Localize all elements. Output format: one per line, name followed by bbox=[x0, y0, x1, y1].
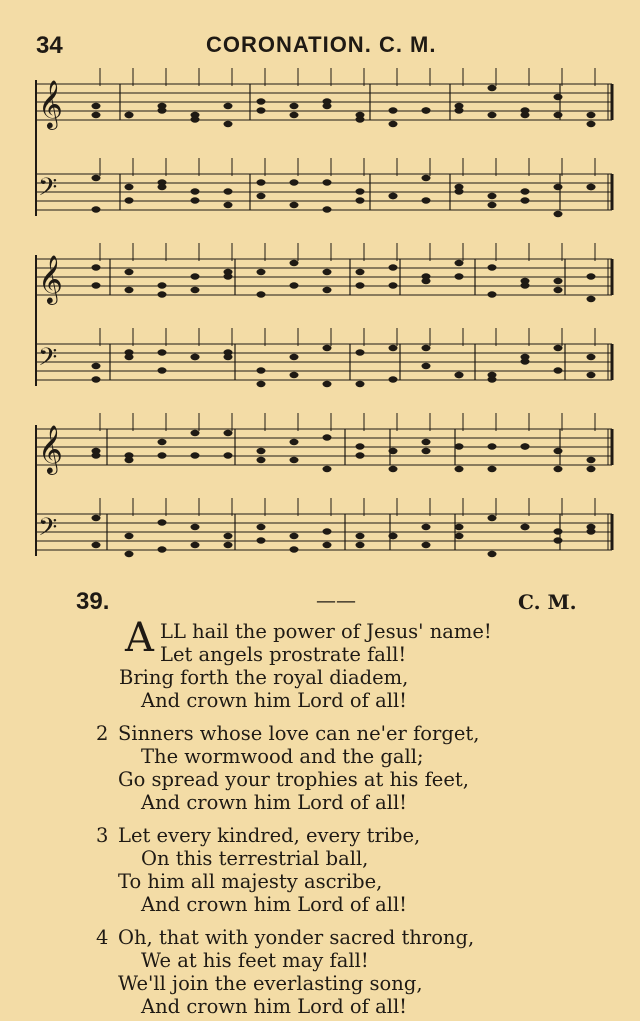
note-head bbox=[125, 269, 134, 275]
note-head bbox=[125, 457, 134, 463]
note-head bbox=[422, 175, 431, 181]
note-head bbox=[158, 546, 167, 552]
note-head bbox=[455, 107, 464, 113]
note-head bbox=[356, 533, 365, 539]
note-head bbox=[389, 193, 398, 199]
note-head bbox=[422, 542, 431, 548]
note-head bbox=[554, 537, 563, 543]
note-head bbox=[356, 116, 365, 122]
note-head bbox=[455, 260, 464, 266]
note-head bbox=[125, 184, 134, 190]
note-head bbox=[191, 354, 200, 360]
music-systems bbox=[36, 68, 612, 557]
note-head bbox=[191, 287, 200, 293]
note-head bbox=[158, 439, 167, 445]
note-head bbox=[125, 354, 134, 360]
note-head bbox=[356, 188, 365, 194]
note-head bbox=[488, 112, 497, 118]
note-head bbox=[92, 376, 101, 382]
note-head bbox=[389, 376, 398, 382]
note-head bbox=[455, 524, 464, 530]
note-head bbox=[191, 452, 200, 458]
note-head bbox=[488, 85, 497, 91]
note-head bbox=[521, 524, 530, 530]
note-head bbox=[191, 116, 200, 122]
stanza-line: Let angels prostrate fall! bbox=[160, 643, 407, 666]
note-head bbox=[356, 349, 365, 355]
stanza-number: 3 bbox=[96, 824, 109, 847]
treble-clef-icon: 𝄞 bbox=[38, 254, 63, 303]
note-head bbox=[92, 175, 101, 181]
note-head bbox=[323, 179, 332, 185]
stanza-number: 2 bbox=[96, 722, 109, 745]
note-head bbox=[554, 278, 563, 284]
note-head bbox=[257, 193, 266, 199]
note-head bbox=[554, 367, 563, 373]
stanza-line: The wormwood and the gall; bbox=[141, 745, 424, 768]
stanza-line: And crown him Lord of all! bbox=[141, 689, 408, 712]
stanza-line: We'll join the everlasting song, bbox=[118, 972, 423, 995]
stanza-line: Oh, that with yonder sacred throng, bbox=[118, 926, 475, 949]
note-head bbox=[488, 376, 497, 382]
note-head bbox=[92, 103, 101, 109]
note-head bbox=[422, 448, 431, 454]
note-head bbox=[488, 466, 497, 472]
note-head bbox=[389, 107, 398, 113]
note-head bbox=[422, 363, 431, 369]
note-head bbox=[323, 542, 332, 548]
note-head bbox=[323, 466, 332, 472]
note-head bbox=[587, 184, 596, 190]
note-head bbox=[455, 184, 464, 190]
bass-clef-icon: 𝄢 bbox=[38, 513, 58, 548]
note-head bbox=[587, 296, 596, 302]
note-head bbox=[290, 372, 299, 378]
note-head bbox=[554, 466, 563, 472]
note-head bbox=[488, 551, 497, 557]
note-head bbox=[257, 381, 266, 387]
note-head bbox=[224, 188, 233, 194]
note-head bbox=[125, 112, 134, 118]
note-head bbox=[587, 457, 596, 463]
note-head bbox=[587, 524, 596, 530]
note-head bbox=[389, 533, 398, 539]
note-head bbox=[422, 107, 431, 113]
note-head bbox=[488, 193, 497, 199]
note-head bbox=[290, 354, 299, 360]
note-head bbox=[323, 381, 332, 387]
hymn-meter: C. M. bbox=[518, 590, 577, 614]
treble-clef-icon: 𝄞 bbox=[38, 79, 63, 128]
note-head bbox=[422, 273, 431, 279]
note-head bbox=[158, 282, 167, 288]
note-head bbox=[587, 112, 596, 118]
note-head bbox=[323, 528, 332, 534]
stanza-line: On this terrestrial ball, bbox=[141, 847, 369, 870]
note-head bbox=[191, 197, 200, 203]
note-head bbox=[224, 542, 233, 548]
note-head bbox=[257, 107, 266, 113]
note-head bbox=[224, 121, 233, 127]
note-head bbox=[389, 264, 398, 270]
note-head bbox=[455, 533, 464, 539]
note-head bbox=[290, 112, 299, 118]
stanza-line: To him all majesty ascribe, bbox=[118, 870, 383, 893]
note-head bbox=[92, 515, 101, 521]
drop-cap: A bbox=[125, 615, 154, 661]
note-head bbox=[554, 528, 563, 534]
note-head bbox=[257, 524, 266, 530]
note-head bbox=[290, 260, 299, 266]
stanza-line: Let every kindred, every tribe, bbox=[118, 824, 421, 847]
note-head bbox=[257, 448, 266, 454]
note-head bbox=[356, 542, 365, 548]
note-head bbox=[224, 452, 233, 458]
note-head bbox=[158, 452, 167, 458]
note-head bbox=[224, 430, 233, 436]
note-head bbox=[554, 112, 563, 118]
note-head bbox=[587, 273, 596, 279]
note-head bbox=[356, 197, 365, 203]
note-head bbox=[257, 367, 266, 373]
note-head bbox=[191, 273, 200, 279]
note-head bbox=[521, 443, 530, 449]
hymn-number: 39. bbox=[76, 588, 110, 615]
note-head bbox=[587, 466, 596, 472]
note-head bbox=[389, 466, 398, 472]
note-head bbox=[257, 291, 266, 297]
note-head bbox=[422, 197, 431, 203]
bass-clef-icon: 𝄢 bbox=[38, 343, 58, 378]
note-head bbox=[158, 349, 167, 355]
note-head bbox=[389, 448, 398, 454]
note-head bbox=[356, 269, 365, 275]
stanza-line: Sinners whose love can ne'er forget, bbox=[118, 722, 480, 745]
note-head bbox=[191, 430, 200, 436]
note-head bbox=[554, 211, 563, 217]
note-head bbox=[290, 439, 299, 445]
page-header bbox=[0, 30, 640, 64]
note-head bbox=[191, 542, 200, 548]
stanza-line: And crown him Lord of all! bbox=[141, 995, 408, 1018]
note-head bbox=[488, 443, 497, 449]
note-head bbox=[290, 533, 299, 539]
treble-clef-icon: 𝄞 bbox=[38, 424, 63, 473]
note-head bbox=[554, 287, 563, 293]
note-head bbox=[158, 519, 167, 525]
note-head bbox=[521, 282, 530, 288]
note-head bbox=[158, 367, 167, 373]
note-head bbox=[290, 546, 299, 552]
note-head bbox=[92, 452, 101, 458]
note-head bbox=[488, 202, 497, 208]
note-head bbox=[455, 273, 464, 279]
hymn-header bbox=[0, 588, 640, 618]
tune-title: CORONATION. C. M. bbox=[206, 32, 437, 57]
stanza-number: 4 bbox=[96, 926, 109, 949]
note-head bbox=[125, 533, 134, 539]
note-head bbox=[554, 448, 563, 454]
note-head bbox=[521, 197, 530, 203]
note-head bbox=[224, 103, 233, 109]
note-head bbox=[422, 524, 431, 530]
note-head bbox=[389, 282, 398, 288]
note-head bbox=[257, 98, 266, 104]
note-head bbox=[158, 291, 167, 297]
note-head bbox=[290, 103, 299, 109]
note-head bbox=[356, 381, 365, 387]
note-head bbox=[521, 358, 530, 364]
stanza-line: Bring forth the royal diadem, bbox=[119, 666, 409, 689]
note-head bbox=[92, 206, 101, 212]
note-head bbox=[356, 452, 365, 458]
note-head bbox=[224, 202, 233, 208]
note-head bbox=[257, 269, 266, 275]
note-head bbox=[323, 287, 332, 293]
note-head bbox=[455, 372, 464, 378]
note-head bbox=[290, 202, 299, 208]
note-head bbox=[455, 466, 464, 472]
bass-clef-icon: 𝄢 bbox=[38, 173, 58, 208]
note-head bbox=[587, 121, 596, 127]
note-head bbox=[92, 542, 101, 548]
note-head bbox=[422, 439, 431, 445]
note-head bbox=[125, 551, 134, 557]
hymn-separator: —— bbox=[316, 588, 356, 612]
note-head bbox=[290, 179, 299, 185]
note-head bbox=[389, 121, 398, 127]
note-head bbox=[323, 206, 332, 212]
note-head bbox=[191, 524, 200, 530]
stanza-line: And crown him Lord of all! bbox=[141, 893, 408, 916]
note-head bbox=[554, 94, 563, 100]
stanza-line: We at his feet may fall! bbox=[141, 949, 369, 972]
note-head bbox=[158, 184, 167, 190]
note-head bbox=[191, 188, 200, 194]
note-head bbox=[290, 282, 299, 288]
note-head bbox=[356, 443, 365, 449]
stanza-line: Go spread your trophies at his feet, bbox=[118, 768, 469, 791]
note-head bbox=[92, 264, 101, 270]
note-head bbox=[488, 264, 497, 270]
note-head bbox=[323, 345, 332, 351]
note-head bbox=[587, 354, 596, 360]
note-head bbox=[323, 103, 332, 109]
page-number: 34 bbox=[36, 32, 63, 59]
note-head bbox=[224, 273, 233, 279]
note-head bbox=[554, 184, 563, 190]
stanza-line: And crown him Lord of all! bbox=[141, 791, 408, 814]
note-head bbox=[92, 282, 101, 288]
note-head bbox=[224, 533, 233, 539]
sheet-music bbox=[0, 64, 640, 584]
note-head bbox=[422, 345, 431, 351]
stanza-line: LL hail the power of Jesus' name! bbox=[160, 620, 492, 643]
note-head bbox=[521, 188, 530, 194]
note-head bbox=[323, 434, 332, 440]
note-head bbox=[257, 537, 266, 543]
note-head bbox=[389, 345, 398, 351]
note-head bbox=[488, 291, 497, 297]
note-head bbox=[356, 282, 365, 288]
note-head bbox=[224, 354, 233, 360]
note-head bbox=[455, 443, 464, 449]
note-head bbox=[257, 457, 266, 463]
note-head bbox=[290, 457, 299, 463]
note-head bbox=[92, 363, 101, 369]
note-head bbox=[323, 269, 332, 275]
note-head bbox=[554, 345, 563, 351]
note-head bbox=[587, 372, 596, 378]
note-head bbox=[257, 179, 266, 185]
note-head bbox=[158, 103, 167, 109]
note-head bbox=[125, 197, 134, 203]
note-head bbox=[521, 112, 530, 118]
note-head bbox=[92, 112, 101, 118]
note-head bbox=[488, 515, 497, 521]
note-head bbox=[125, 287, 134, 293]
